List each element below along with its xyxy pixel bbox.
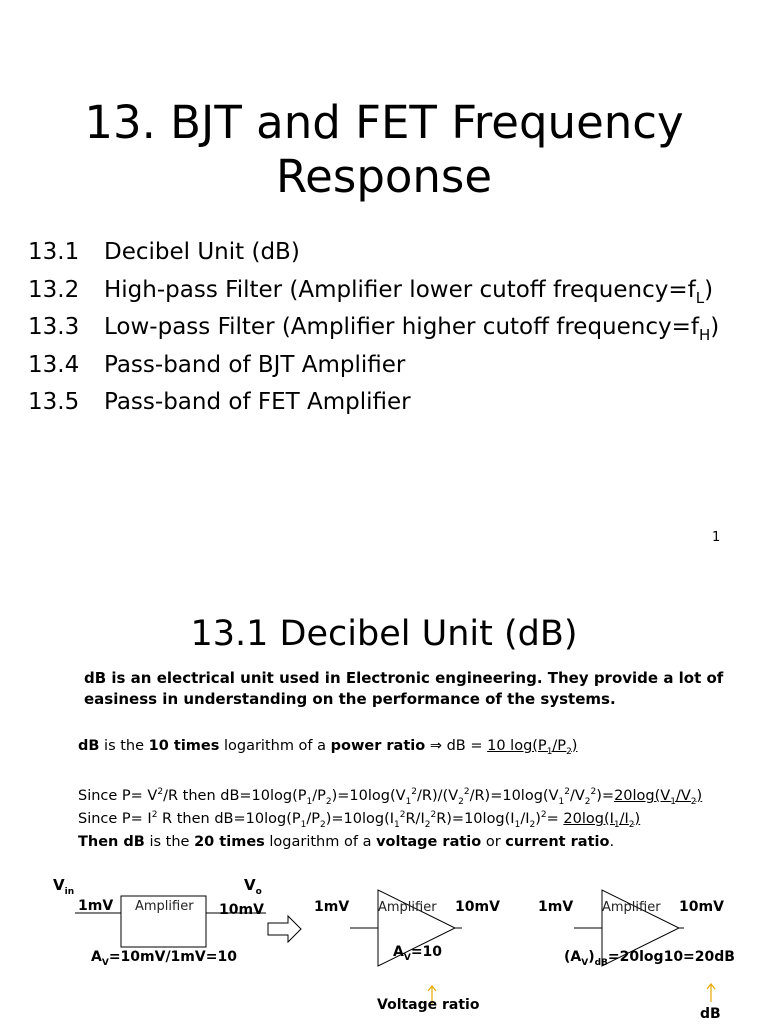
output-voltage-1: 10mV xyxy=(219,902,264,918)
toc-text: High-pass Filter (Amplifier lower cutoff frequency=f xyxy=(104,276,696,303)
slide-title-line-1: 13. BJT and FET Frequency xyxy=(84,96,684,149)
table-of-contents xyxy=(28,234,719,422)
current-formula: $20\log(I_1/I_2)$ xyxy=(563,811,641,830)
slide-title-line-2: Response xyxy=(275,150,493,203)
toc-item-13-5 xyxy=(28,384,719,422)
gain-equation-db: $(A_V)_{dB}=20\log 10=20dB$ xyxy=(564,949,735,968)
current-derivation-line: Since $P= I^2$ R then $dB=10\log(P_1/P_2)=10\log(I_1^2R/I_2^2R)=10\log(I_1/I_2)^2= 20\log(I_1/I_2)$ xyxy=(78,810,641,830)
vo-label: $V_o$ xyxy=(244,876,262,897)
toc-item-13-2 xyxy=(28,272,719,310)
toc-text: Pass-band of FET Amplifier xyxy=(104,389,411,415)
def-text: is the xyxy=(99,738,149,754)
toc-number: 13.5 xyxy=(28,389,80,415)
db-definition-line xyxy=(78,738,578,757)
slide-2 xyxy=(0,560,768,1024)
db-term: dB xyxy=(78,738,100,754)
toc-text: Pass-band of BJT Amplifier xyxy=(104,351,406,378)
voltage-ratio-label: Voltage ratio xyxy=(377,997,480,1013)
toc-number: 13.1 xyxy=(28,239,80,265)
toc-subscript: H xyxy=(699,326,711,344)
toc-number: 13.4 xyxy=(28,351,80,378)
def-text: logarithm of a xyxy=(219,738,331,754)
toc-tail: ) xyxy=(710,314,720,340)
voltage-formula: $20\log(V_1/V_2)$ xyxy=(614,788,703,807)
amplifier-diagram xyxy=(0,878,768,1024)
toc-text: Low-pass Filter (Amplifier higher cutoff frequency=f xyxy=(104,314,699,340)
toc-tail: ) xyxy=(704,276,714,303)
toc-number: 13.2 xyxy=(28,276,80,303)
toc-subscript: L xyxy=(695,288,705,307)
def-arrow: ⇒ dB = xyxy=(425,738,488,754)
output-voltage-2: 10mV xyxy=(455,899,500,915)
def-power-ratio: power ratio xyxy=(330,738,426,754)
implies-arrow-icon xyxy=(268,916,301,942)
voltage-derivation-line: Since $P= V^2/R$ then $dB=10\log(P_1/P_2)=10\log(V_1^2/R)/(V_2^2/R)=10\log(V_1^2/V_2^2)=20\log(V_1/V_2)$ xyxy=(78,787,703,807)
intro-paragraph: dB is an electrical unit used in Electronic engineering. They provide a lot of easiness in understanding on the performance of the systems. xyxy=(84,669,724,708)
section-title: 13.1 Decibel Unit (dB) xyxy=(190,614,578,654)
conclusion-line: Then dB is the 20 times logarithm of a voltage ratio or current ratio. xyxy=(78,834,615,850)
toc-item-13-4 xyxy=(28,347,719,385)
power-formula: 10 $\log(P_1/P_2)$ xyxy=(487,738,578,757)
amplifier-label: Amplifier xyxy=(135,899,194,914)
toc-item-13-3 xyxy=(28,309,719,347)
input-voltage-1: 1mV xyxy=(78,898,114,914)
gain-equation-2: $A_V=10$ xyxy=(393,944,443,963)
toc-text: Decibel Unit (dB) xyxy=(104,239,300,265)
page-number: 1 xyxy=(712,530,721,545)
output-voltage-3: 10mV xyxy=(679,899,724,915)
def-times: 10 times xyxy=(148,738,220,754)
toc-number: 13.3 xyxy=(28,314,80,340)
amplifier-label: Amplifier xyxy=(602,900,661,915)
vin-label: $V_{in}$ xyxy=(53,876,75,897)
gain-equation-1: $A_V=10mV/1mV=10$ xyxy=(91,949,237,968)
input-voltage-2: 1mV xyxy=(314,899,350,915)
db-label: dB xyxy=(700,1006,721,1022)
input-voltage-3: 1mV xyxy=(538,899,574,915)
toc-item-13-1 xyxy=(28,234,719,272)
amplifier-label: Amplifier xyxy=(378,900,437,915)
